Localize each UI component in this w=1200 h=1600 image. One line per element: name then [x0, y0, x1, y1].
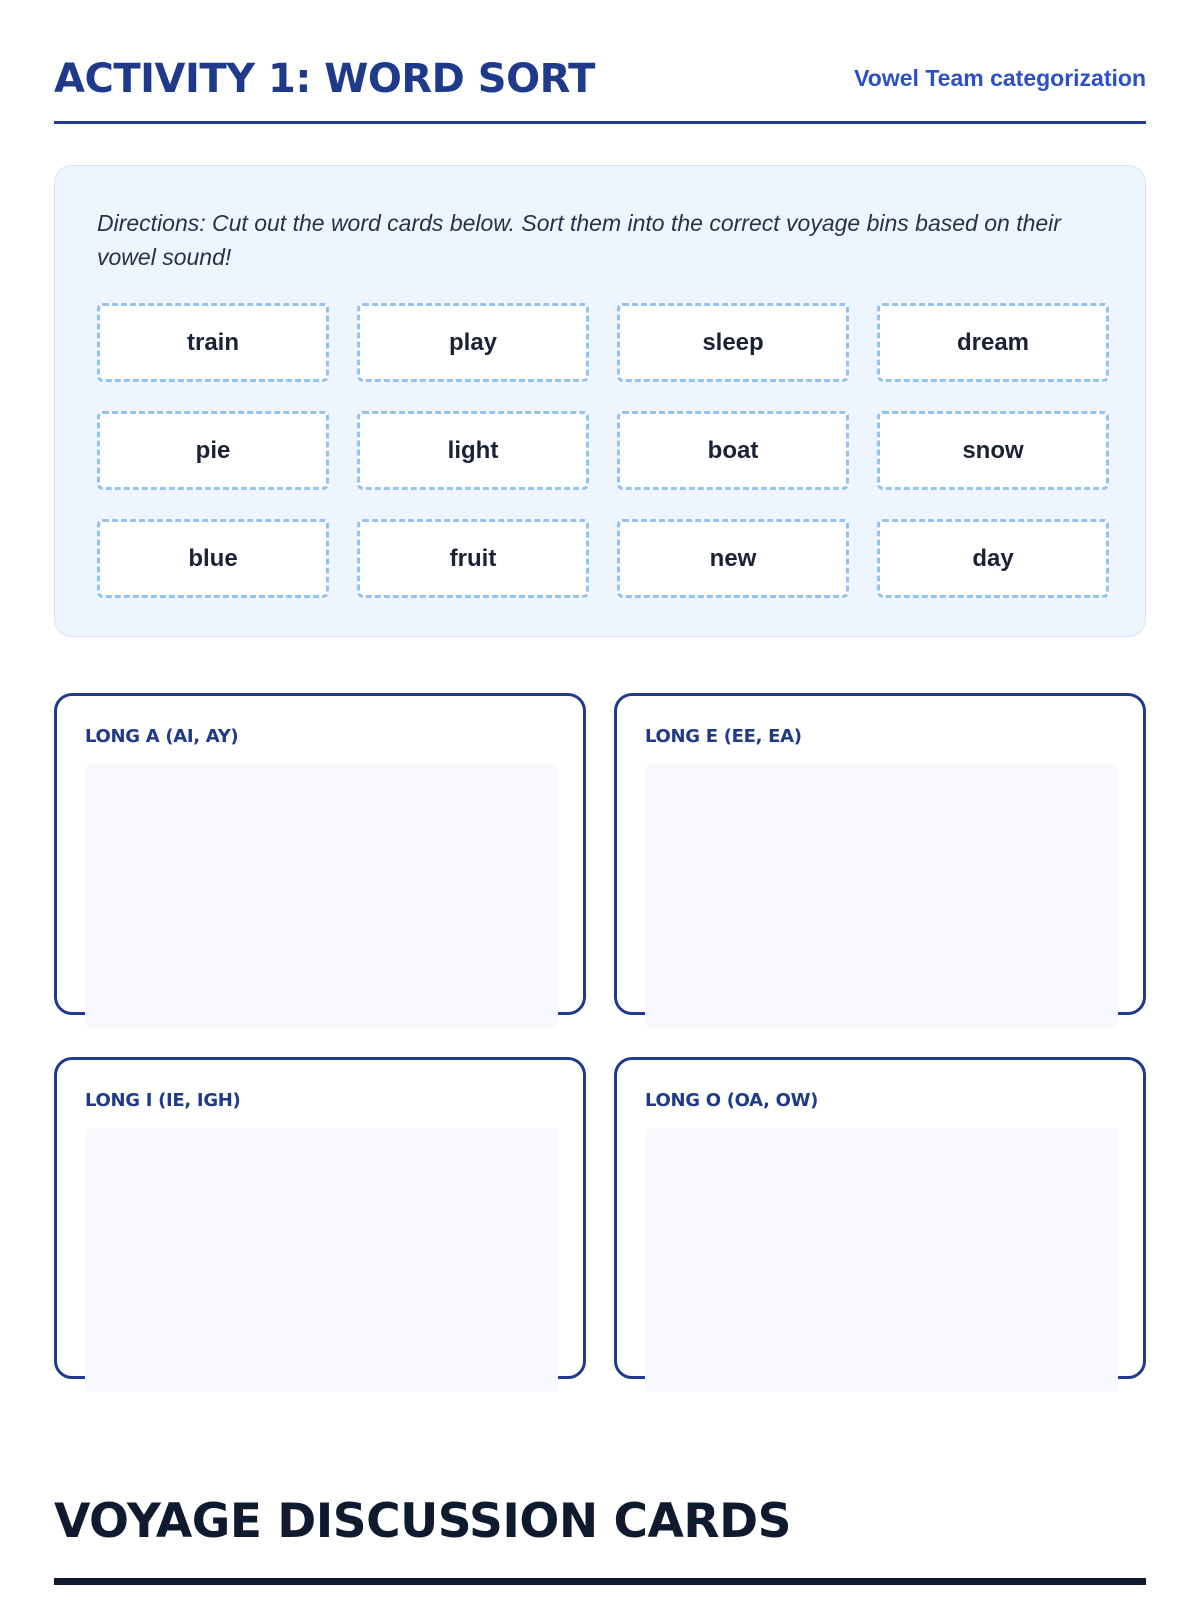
- bin-drop-area[interactable]: [645, 764, 1118, 1028]
- word-card[interactable]: dream: [877, 303, 1109, 382]
- directions-panel: [54, 165, 1146, 637]
- word-card[interactable]: snow: [877, 411, 1109, 490]
- activity-header: [54, 52, 1146, 124]
- bin-long-e: [614, 693, 1146, 1015]
- word-card[interactable]: play: [357, 303, 589, 382]
- word-card[interactable]: pie: [97, 411, 329, 490]
- bin-long-o: [614, 1057, 1146, 1379]
- discussion-title: VOYAGE DISCUSSION CARDS: [54, 1494, 791, 1549]
- word-card[interactable]: day: [877, 519, 1109, 598]
- bin-long-a: [54, 693, 586, 1015]
- bin-label: LONG I (IE, IGH): [85, 1090, 241, 1111]
- bin-drop-area[interactable]: [85, 1128, 558, 1392]
- activity-title: ACTIVITY 1: WORD SORT: [54, 56, 595, 102]
- bin-long-i: [54, 1057, 586, 1379]
- bin-label: LONG E (EE, EA): [645, 726, 802, 747]
- sort-bins: [54, 693, 1146, 1379]
- directions-text: Directions: Cut out the word cards below. Sort them into the correct voyage bins based on their vowel sound!: [97, 210, 1061, 270]
- word-card[interactable]: fruit: [357, 519, 589, 598]
- word-card[interactable]: sleep: [617, 303, 849, 382]
- bin-label: LONG A (AI, AY): [85, 726, 239, 747]
- bin-label: LONG O (OA, OW): [645, 1090, 819, 1111]
- word-card[interactable]: light: [357, 411, 589, 490]
- bin-drop-area[interactable]: [645, 1128, 1118, 1392]
- word-card-grid: [97, 303, 1107, 598]
- bin-drop-area[interactable]: [85, 764, 558, 1028]
- activity-subtitle: Vowel Team categorization: [854, 65, 1146, 91]
- discussion-header: [54, 1490, 1146, 1585]
- word-card[interactable]: new: [617, 519, 849, 598]
- word-card[interactable]: blue: [97, 519, 329, 598]
- word-card[interactable]: boat: [617, 411, 849, 490]
- word-card[interactable]: train: [97, 303, 329, 382]
